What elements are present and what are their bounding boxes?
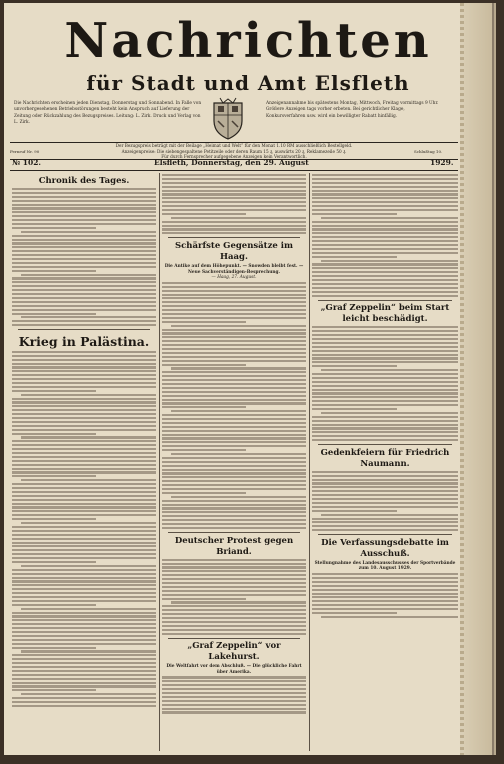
column-1 bbox=[12, 173, 156, 751]
article bbox=[312, 444, 458, 531]
dateline-bottom-rule bbox=[10, 170, 458, 171]
article-body bbox=[162, 559, 306, 635]
article-divider bbox=[318, 444, 452, 445]
article-body bbox=[162, 282, 306, 529]
article-headline: Die Verfassungsdebatte im Ausschuß. bbox=[321, 537, 449, 559]
article-body bbox=[162, 676, 306, 713]
article bbox=[162, 237, 306, 529]
article-body bbox=[312, 326, 458, 441]
binding-margin bbox=[464, 3, 492, 755]
article-headline: Deutscher Protest gegen Briand. bbox=[174, 535, 294, 557]
article-divider bbox=[168, 532, 300, 533]
article-headline: Schärfste Gegensätze im Haag. bbox=[174, 241, 294, 263]
article-headline: „Graf Zeppelin“ beim Start leicht beschädigt. bbox=[320, 303, 450, 325]
article-body bbox=[312, 471, 458, 531]
article-divider bbox=[318, 534, 452, 535]
article-subheadline: Stellungnahme des Landesausschusses der Sportverbände zum 10. August 1929. bbox=[314, 560, 456, 572]
dateline bbox=[10, 157, 458, 169]
article bbox=[162, 532, 306, 635]
article-divider bbox=[168, 237, 300, 238]
fernruf-label: Fernruf Nr. 90 bbox=[10, 149, 40, 154]
newspaper-page bbox=[4, 3, 492, 755]
article-divider bbox=[168, 638, 300, 639]
article-subheadline: Die Antike auf dem Höhepunkt. — Snowden bleibt fest. — Neue Sachverständigen-Besprechung. bbox=[164, 264, 304, 275]
column-divider bbox=[159, 173, 160, 751]
article-body bbox=[312, 174, 458, 297]
article bbox=[12, 329, 156, 707]
article-subheadline: Die Weltfahrt vor dem Abschluß. — Die glückliche Fahrt über Amerika. bbox=[166, 664, 302, 675]
advertisement-info: Anzeigenannahme bis spätestens Montag, Mittwoch, Freitag vormittags 9 Uhr. Größere Anzeigen tags vorher erbeten. Bei gerichtlicher Klage, Konkursverfahren usw. wird ein bewilligter Rabatt hinfällig. bbox=[266, 101, 439, 119]
article-headline: Gedenkfeiern für Friedrich Naumann. bbox=[320, 447, 450, 469]
coat-of-arms-icon bbox=[210, 97, 246, 141]
issue-number: № 102. bbox=[12, 158, 42, 167]
article bbox=[12, 176, 156, 326]
masthead-subtitle: für Stadt und Amt Elsfleth bbox=[86, 71, 410, 95]
subscription-price: Der Bezugspreis beträgt mit der Beilage „Heimat und Welt“ für den Monat 1.10 RM ausschließlich Bestellgeld. bbox=[115, 143, 353, 148]
issue-year: 1929. bbox=[430, 158, 454, 167]
article-body bbox=[162, 174, 306, 234]
article bbox=[312, 300, 458, 442]
column-2 bbox=[162, 173, 306, 751]
article bbox=[312, 174, 458, 297]
issue-date: Elsfleth, Donnerstag, den 29. August bbox=[154, 158, 309, 167]
article bbox=[312, 534, 458, 618]
article-headline: Krieg in Palästina. bbox=[18, 333, 150, 349]
column-3 bbox=[312, 173, 458, 751]
schluss-label: Schlußtag 10. bbox=[414, 149, 443, 154]
phone-note: Für durch Fernsprecher aufgegebene Anzeigen kein Verantwortlich. bbox=[161, 154, 307, 159]
article-headline: Chronik des Tages. bbox=[38, 176, 130, 186]
article-headline: „Graf Zeppelin“ vor Lakehurst. bbox=[187, 641, 281, 663]
article bbox=[162, 638, 306, 714]
masthead-title: Nachrichten bbox=[64, 13, 432, 69]
article-divider bbox=[318, 300, 452, 301]
article-body bbox=[312, 573, 458, 618]
publication-info: Die Nachrichten erscheinen jeden Dienstag, Donnerstag und Sonnabend. In Falle von unvorhergesehenen Betriebsstörungen besteht kein Anspruch auf Lieferung der Zeitung oder Rückzahlung des Bezugspreises. Leitung: L. Zirk. Druck und Verlag von L. Zirk. bbox=[14, 101, 202, 126]
article-dateline: — Haag, 27. August. bbox=[211, 275, 257, 281]
article-body bbox=[12, 351, 156, 707]
column-divider bbox=[309, 173, 310, 751]
article-body bbox=[12, 188, 156, 326]
advert-price: Anzeigenpreise: Die siebengespaltene Petitzeile oder deren Raum 15 ₰, auswärts 20 ₰, Reklamezeile 50 ₰. bbox=[121, 148, 347, 154]
article bbox=[162, 174, 306, 234]
article-divider bbox=[18, 329, 150, 330]
